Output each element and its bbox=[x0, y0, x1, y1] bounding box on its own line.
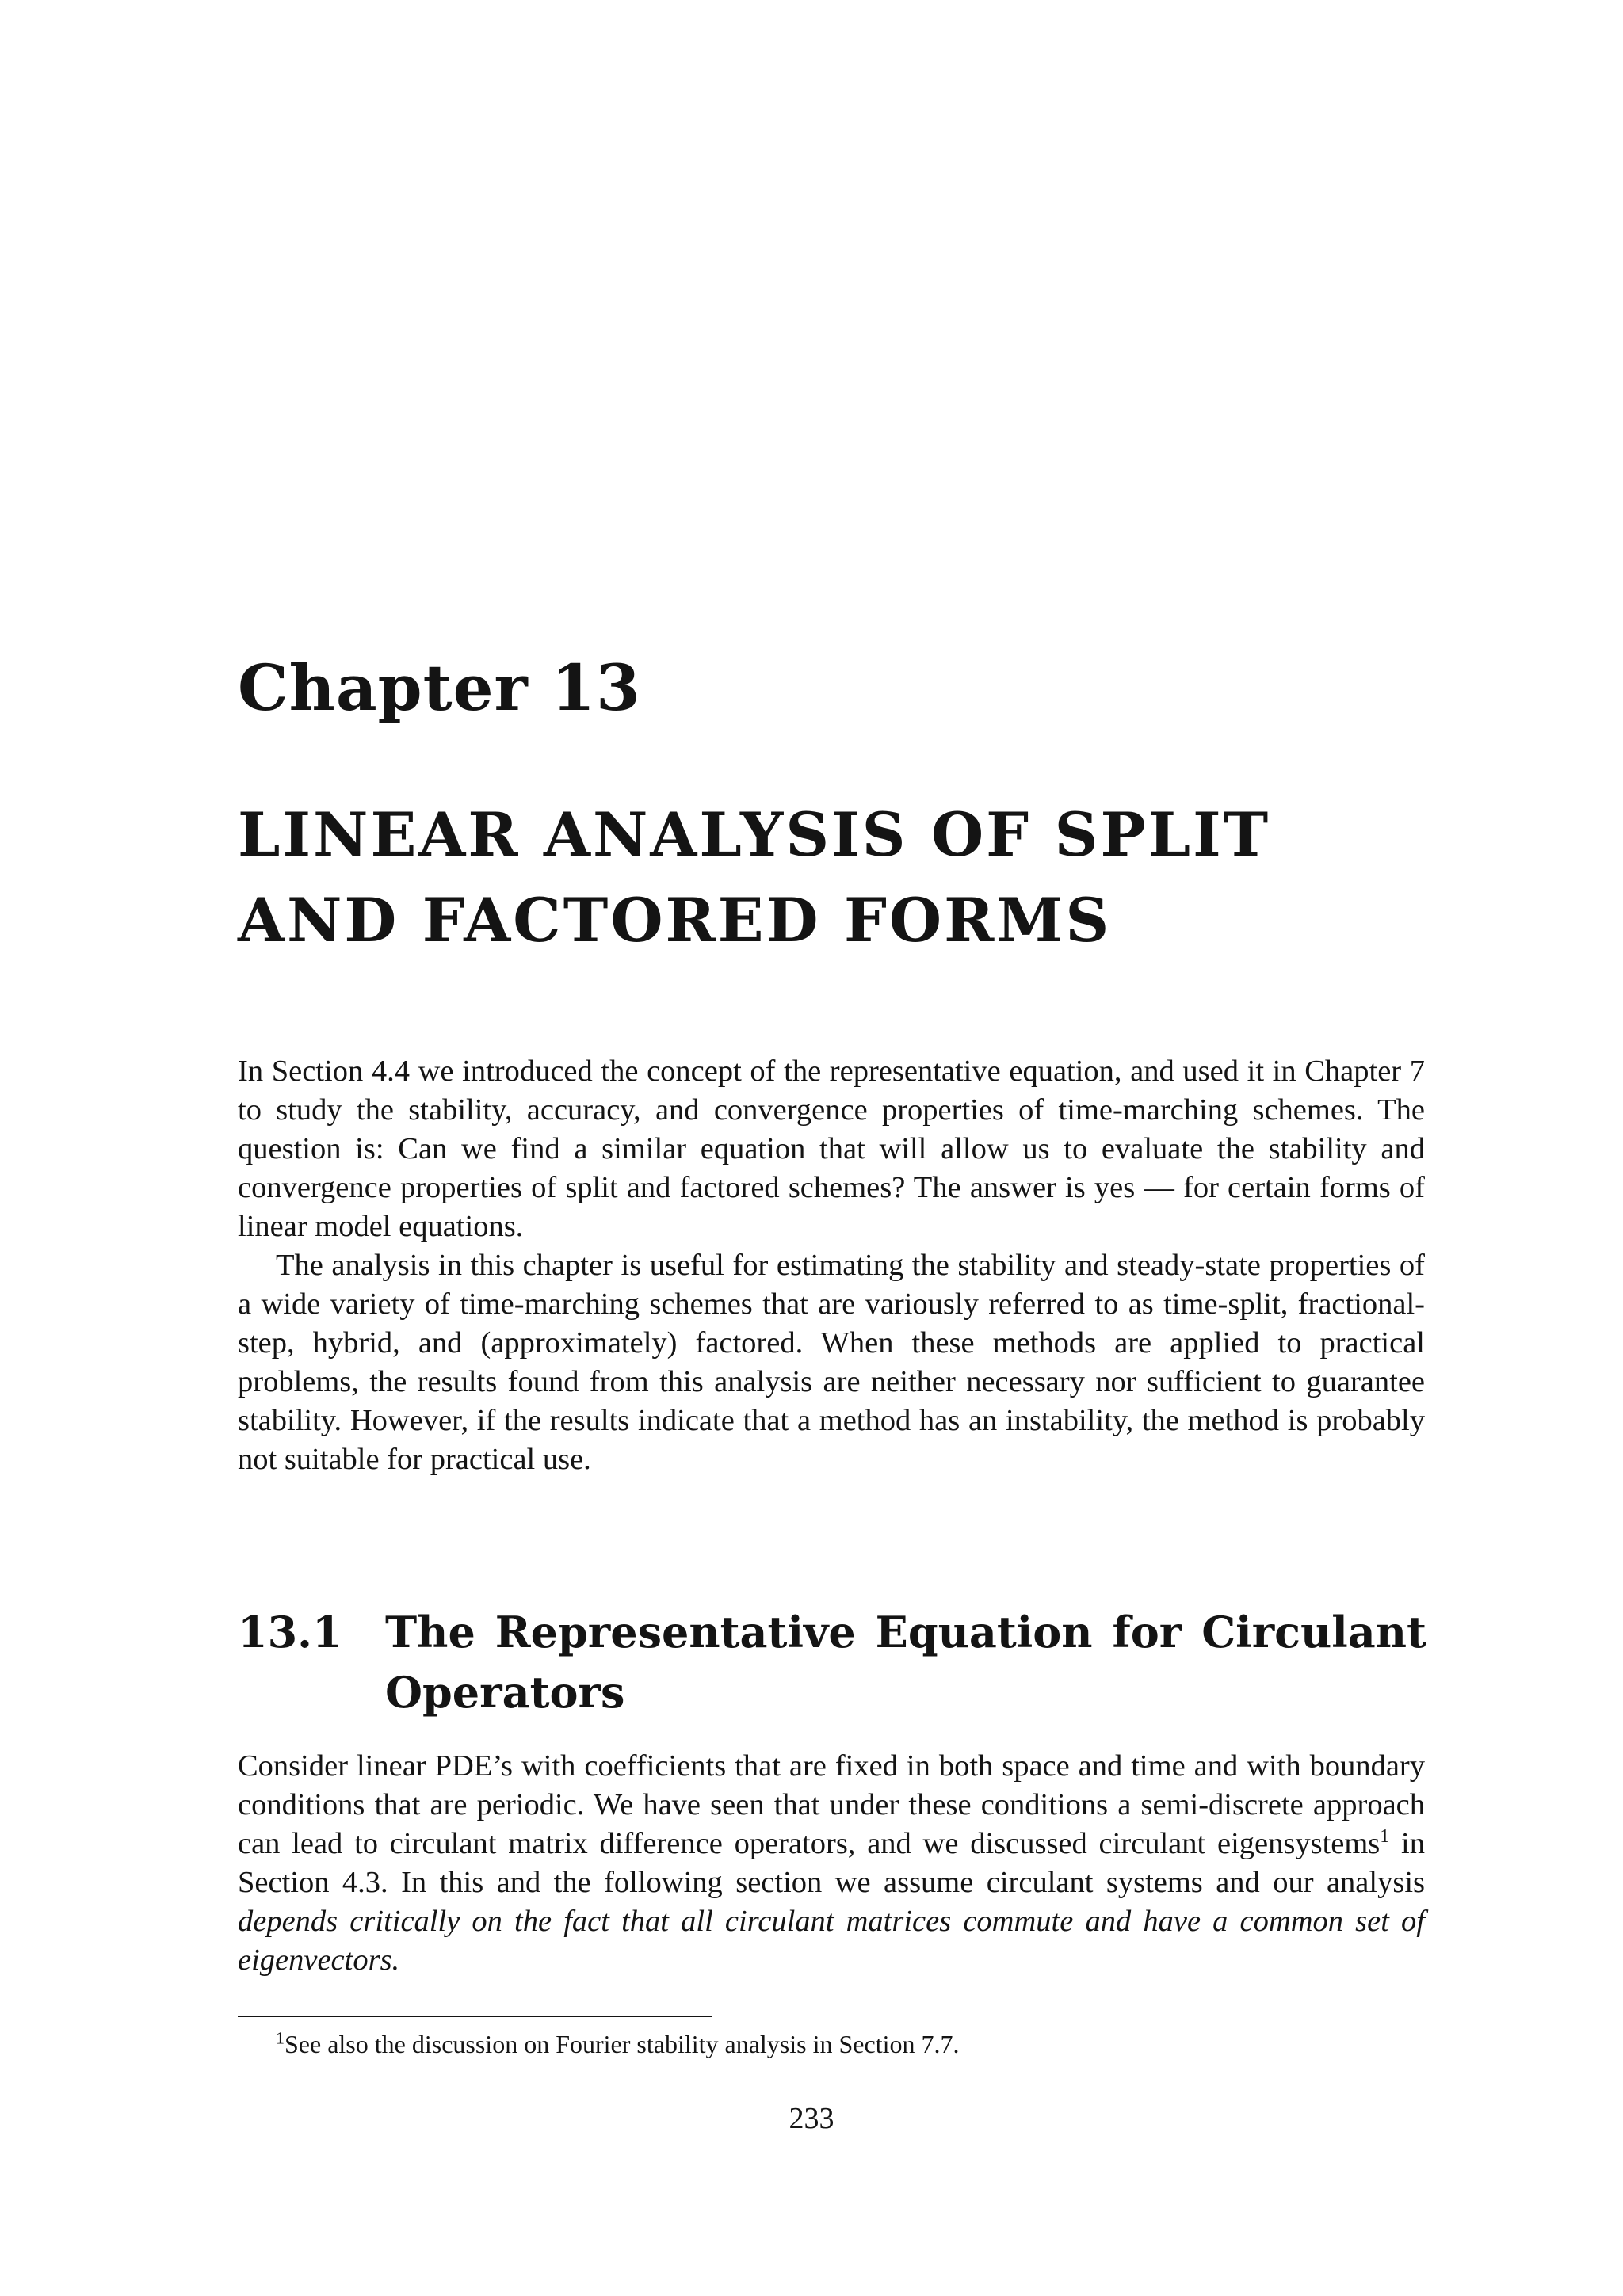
chapter-title-line-2: AND FACTORED FORMS bbox=[238, 885, 1112, 955]
section-paragraph bbox=[238, 1747, 1425, 1980]
chapter-title-line-1: LINEAR ANALYSIS OF SPLIT bbox=[238, 799, 1271, 870]
section-title-line-2: Operators bbox=[385, 1667, 625, 1718]
intro-paragraph-2: The analysis in this chapter is useful for estimating the stability and steady-state properties of a wide variety of time-marching schemes that are variously referred to as time-split, fractional-step, hybrid, and (approximately) factored. When these methods are applied to practical problems, the results found from this analysis are neither necessary nor sufficient to guarantee stability. However, if the results indicate that a method has an instability, the method is probably not suitable for practical use. bbox=[238, 1249, 1425, 1476]
section-text-part-2: in Section 4.3. In this and the following section we assume circulant systems and our analysis bbox=[238, 1827, 1425, 1899]
chapter-title bbox=[238, 792, 1506, 963]
footnote-divider bbox=[238, 2016, 712, 2017]
intro-paragraph-1: In Section 4.4 we introduced the concept of the representative equation, and used it in Chapter 7 to study the stability, accuracy, and convergence properties of time-marching schemes. The question is: Can we find a similar equation that will allow us to evaluate the stability and convergence properties of split and factored schemes? The answer is yes — for certain forms of linear model equations. bbox=[238, 1055, 1425, 1243]
intro-text bbox=[238, 1052, 1425, 1479]
section-number: 13.1 bbox=[238, 1607, 342, 1657]
footnote-text: See also the discussion on Fourier stability analysis in Section 7.7. bbox=[285, 2030, 960, 2058]
section-text-part-1: Consider linear PDE’s with coefficients that are fixed in both space and time and with boundary conditions that are periodic. We have seen that under these conditions a semi-discrete approach can lead to circulant matrix difference operators, and we discussed circulant eigensystems bbox=[238, 1749, 1425, 1860]
page-number: 233 bbox=[789, 2102, 834, 2135]
footnote-reference[interactable]: 1 bbox=[1380, 1826, 1390, 1848]
section-emphasis-text: depends critically on the fact that all circulant matrices commute and have a common set of eigenvectors. bbox=[238, 1905, 1425, 1977]
section-body bbox=[238, 1747, 1425, 1980]
section-heading bbox=[238, 1602, 1426, 1722]
section-title bbox=[385, 1602, 1426, 1722]
section-title-line-1: The Representative Equation for Circulant bbox=[385, 1607, 1426, 1657]
footnote bbox=[238, 2028, 1425, 2060]
chapter-label: Chapter 13 bbox=[238, 650, 641, 725]
footnote-mark: 1 bbox=[276, 2027, 285, 2048]
